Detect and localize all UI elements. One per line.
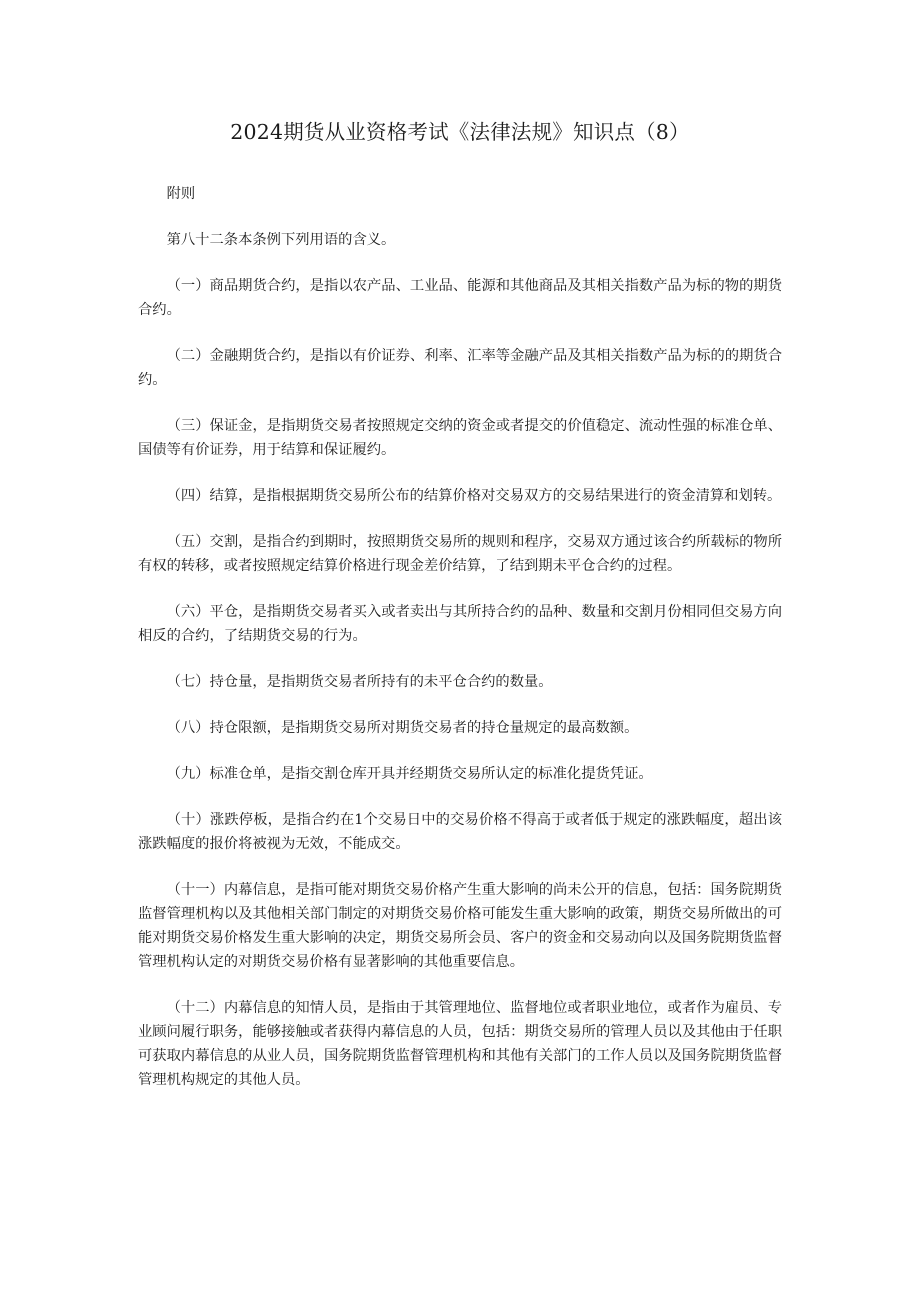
definition-item-8: （八）持仓限额，是指期货交易所对期货交易者的持仓量规定的最高数额。 [166, 720, 639, 736]
section-heading: 附则 [166, 186, 196, 202]
document-body [138, 182, 782, 1114]
definition-item-10: （十）涨跌停板，是指合约在1个交易日中的交易价格不得高于或者低于规定的涨跌幅度，超出该涨跌幅度的报价将被视为无效，不能成交。 [138, 812, 782, 852]
definition-item-4: （四）结算，是指根据期货交易所公布的结算价格对交易双方的交易结果进行的资金清算和划转。 [166, 488, 782, 504]
definition-item-3: （三）保证金，是指期货交易者按照规定交纳的资金或者提交的价值稳定、流动性强的标准仓单、国债等有价证券，用于结算和保证履约。 [138, 418, 782, 458]
definition-item-5: （五）交割，是指合约到期时，按照期货交易所的规则和程序，交易双方通过该合约所载标的物所有权的转移，或者按照规定结算价格进行现金差价结算，了结到期未平仓合约的过程。 [138, 534, 782, 574]
definition-item-9: （九）标准仓单，是指交割仓库开具并经期货交易所认定的标准化提货凭证。 [166, 766, 653, 782]
definition-item-6: （六）平仓，是指期货交易者买入或者卖出与其所持合约的品种、数量和交割月份相同但交易方向相反的合约，了结期货交易的行为。 [138, 604, 782, 644]
definition-item-12: （十二）内幕信息的知情人员，是指由于其管理地位、监督地位或者职业地位，或者作为雇员、专业顾问履行职务，能够接触或者获得内幕信息的人员，包括：期货交易所的管理人员以及其他由于任职可获取内幕信息的从业人员，国务院期货监督管理机构和其他有关部门的工作人员以及国务院期货监督管理机构规定的其他人员。 [138, 1000, 782, 1088]
definition-item-11: （十一）内幕信息，是指可能对期货交易价格产生重大影响的尚未公开的信息，包括：国务院期货监督管理机构以及其他相关部门制定的对期货交易价格可能发生重大影响的政策，期货交易所做出的可能对期货交易价格发生重大影响的决定，期货交易所会员、客户的资金和交易动向以及国务院期货监督管理机构认定的对期货交易价格有显著影响的其他重要信息。 [138, 882, 782, 970]
definition-item-1: （一）商品期货合约，是指以农产品、工业品、能源和其他商品及其相关指数产品为标的物的期货合约。 [138, 278, 782, 318]
document-title: 2024期货从业资格考试《法律法规》知识点（8） [230, 120, 690, 144]
definition-item-2: （二）金融期货合约，是指以有价证券、利率、汇率等金融产品及其相关指数产品为标的的期货合约。 [138, 348, 782, 388]
definition-item-7: （七）持仓量，是指期货交易者所持有的未平仓合约的数量。 [166, 674, 553, 690]
article-intro: 第八十二条本条例下列用语的含义。 [166, 232, 396, 248]
